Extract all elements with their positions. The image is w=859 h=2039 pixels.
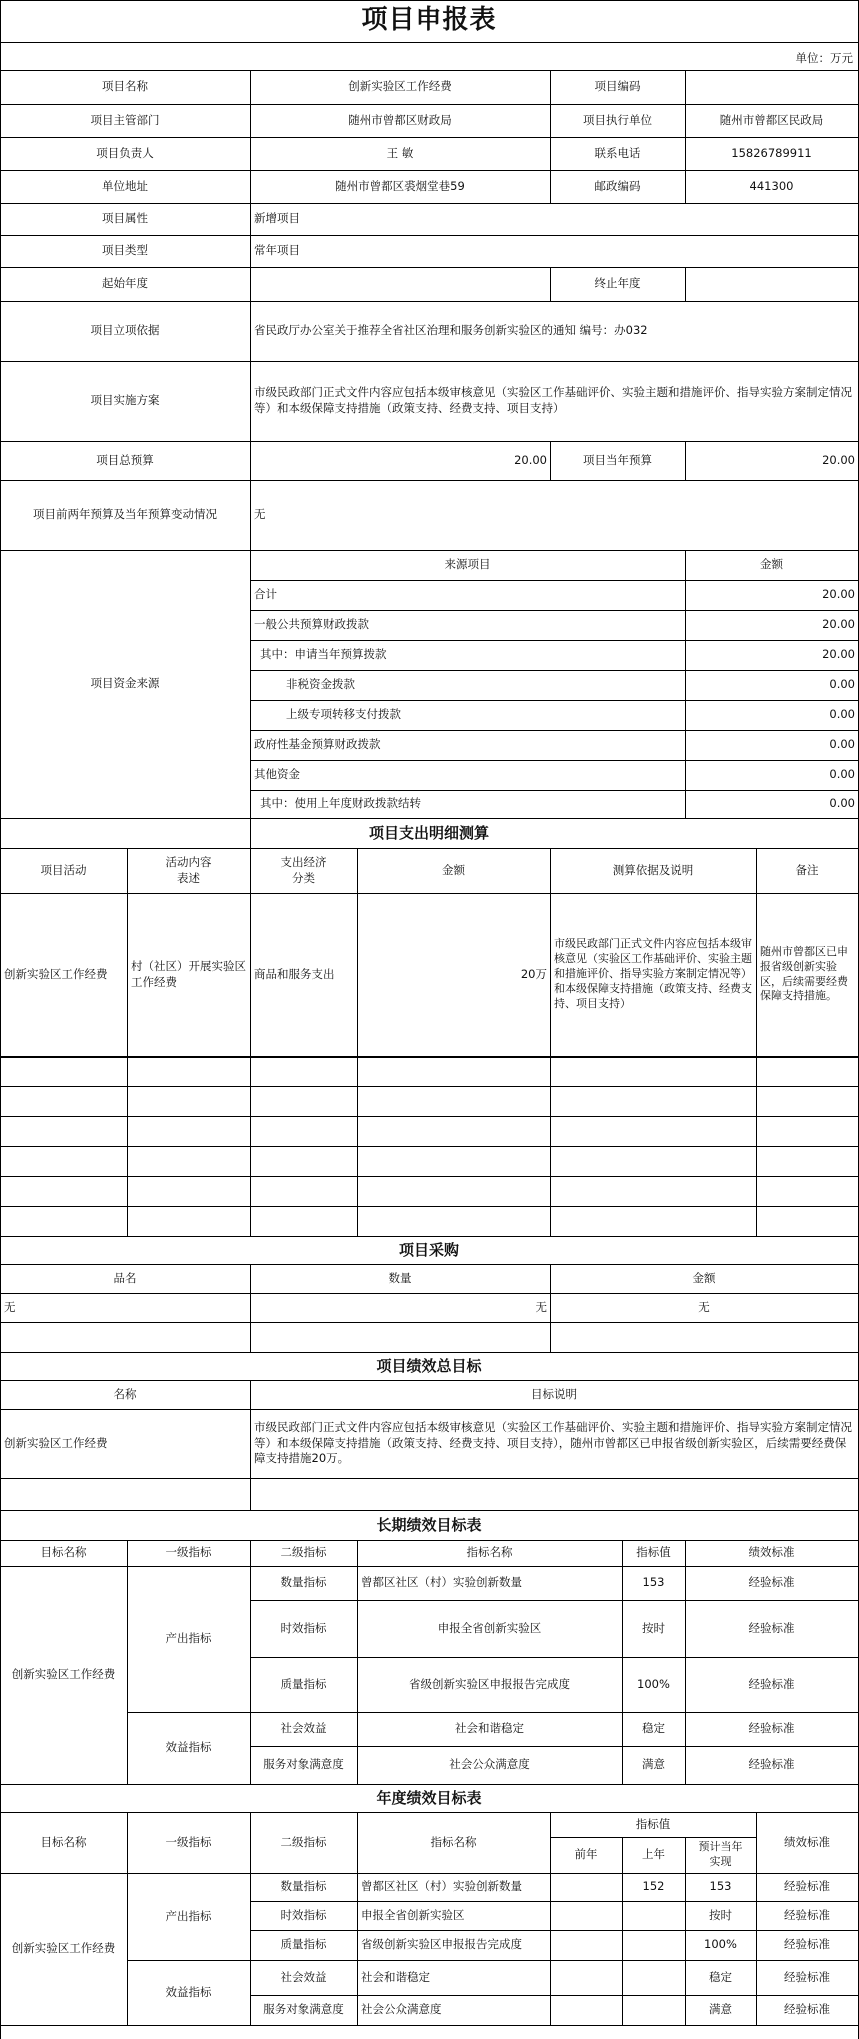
annual-row-std: 经验标准 xyxy=(784,1937,830,1952)
grid-hline xyxy=(0,1116,858,1117)
annual-row-prev2 xyxy=(550,1960,622,1995)
form-title: 项目申报表 xyxy=(361,5,497,36)
purchase-amount: 无 xyxy=(698,1299,710,1314)
basis-label: 项目立项依据 xyxy=(90,323,160,338)
expense-header-3: 金额 xyxy=(442,862,465,877)
expense-header-1: 活动内容 表述 xyxy=(165,854,212,885)
annual-header-l1: 一级指标 xyxy=(165,1834,212,1849)
expense-header-0: 项目活动 xyxy=(40,862,87,877)
year-budget-label: 项目当年预算 xyxy=(583,452,652,467)
grid-hline xyxy=(0,1056,858,1058)
funding-row-amount: 20.00 xyxy=(822,587,855,602)
long-level1-output: 产出指标 xyxy=(165,1631,212,1646)
annual-row-prev1 xyxy=(622,1901,685,1930)
annual-header-std: 绩效标准 xyxy=(784,1834,830,1849)
leader-value: 王 敏 xyxy=(386,145,414,160)
annual-row-prev1: 152 xyxy=(642,1879,665,1894)
address-label: 单位地址 xyxy=(102,178,148,193)
annual-header-name: 指标名称 xyxy=(430,1834,477,1849)
address-value: 随州市曾都区裘烟堂巷59 xyxy=(335,178,465,193)
expense-note: 随州市曾都区已申报省级创新实验区，后续需要经费保障支持措施。 xyxy=(760,944,848,1003)
change-value: 无 xyxy=(254,507,266,522)
postcode-value: 441300 xyxy=(749,178,794,193)
goal-name: 创新实验区工作经费 xyxy=(4,1435,108,1450)
long-row-std: 经验标准 xyxy=(748,1757,795,1772)
expense-amount: 20万 xyxy=(520,966,547,981)
long-row-name: 社会和谐稳定 xyxy=(455,1721,524,1736)
long-row-name: 申报全省创新实验区 xyxy=(437,1620,542,1635)
annual-row-std: 经验标准 xyxy=(784,2002,830,2017)
funding-row-name: 其中：使用上年度财政拨款结转 xyxy=(260,796,421,811)
goal-header-desc: 目标说明 xyxy=(531,1386,577,1401)
long-row-value: 100% xyxy=(637,1676,670,1691)
purchase-title: 项目采购 xyxy=(398,1240,459,1259)
start-year-value xyxy=(250,267,550,301)
expense-title: 项目支出明细测算 xyxy=(368,823,489,842)
funding-row-amount: 0.00 xyxy=(829,737,855,752)
funding-col-amount: 金额 xyxy=(760,557,783,572)
funding-row-name: 非税资金拨款 xyxy=(286,677,355,692)
project-code-value xyxy=(685,70,858,104)
grid-hline xyxy=(0,2025,858,2026)
annual-row-curr: 153 xyxy=(709,1879,732,1894)
funding-row-name: 其他资金 xyxy=(254,767,300,782)
project-name-label: 项目名称 xyxy=(102,79,148,94)
goal-header-name: 名称 xyxy=(113,1386,137,1401)
long-header-4: 指标值 xyxy=(636,1545,671,1560)
total-budget-value: 20.00 xyxy=(514,452,547,467)
grid-hline xyxy=(0,1176,858,1177)
type-value: 常年项目 xyxy=(254,243,300,258)
unit-label: 单位：万元 xyxy=(795,51,853,66)
attr-value: 新增项目 xyxy=(254,211,300,226)
grid-hline xyxy=(0,42,858,43)
long-header-3: 指标名称 xyxy=(466,1545,513,1560)
long-header-0: 目标名称 xyxy=(40,1545,87,1560)
funding-row-name: 上级专项转移支付拨款 xyxy=(286,707,401,722)
long-row-name: 曾都区社区（村）实验创新数量 xyxy=(361,1575,522,1590)
annual-row-curr: 100% xyxy=(704,1937,737,1952)
funding-row-amount: 20.00 xyxy=(822,647,855,662)
long-row-name: 省级创新实验区申报报告完成度 xyxy=(409,1676,570,1691)
purchase-name: 无 xyxy=(4,1299,16,1314)
long-row-std: 经验标准 xyxy=(748,1676,795,1691)
funding-row-name: 合计 xyxy=(254,587,277,602)
annual-row-curr: 满意 xyxy=(709,2002,732,2017)
goal-desc: 市级民政部门正式文件内容应包括本级审核意见（实验区工作基础评价、实验主题和措施评价、指导实验方案制定情况等）和本级保障支持措施（政策支持、经费支持、项目支持），随州市曾都区已申报省级创新实验区，后续需要经费保障支持措施20万。 xyxy=(254,1420,852,1466)
basis-value: 省民政厅办公室关于推荐全省社区治理和服务创新实验区的通知 编号：办032 xyxy=(254,323,648,338)
expense-header-4: 测算依据及说明 xyxy=(612,862,694,877)
long-row-std: 经验标准 xyxy=(748,1620,795,1635)
annual-sub-curr: 预计当年 实现 xyxy=(698,1840,743,1868)
long-header-1: 一级指标 xyxy=(165,1545,212,1560)
plan-label: 项目实施方案 xyxy=(90,393,160,408)
dept-value: 随州市曾都区财政局 xyxy=(348,112,452,127)
grid-hline xyxy=(0,1206,858,1207)
long-row-value: 满意 xyxy=(642,1757,665,1772)
annual-row-prev2 xyxy=(550,1995,622,2025)
annual-row-prev2 xyxy=(550,1930,622,1960)
funding-row-amount: 0.00 xyxy=(829,796,855,811)
long-row-l2: 质量指标 xyxy=(280,1676,327,1691)
annual-row-name: 曾都区社区（村）实验创新数量 xyxy=(361,1879,522,1894)
annual-row-l2: 社会效益 xyxy=(280,1969,327,1984)
annual-row-prev2 xyxy=(550,1901,622,1930)
phone-label: 联系电话 xyxy=(594,145,641,160)
annual-header-value: 指标值 xyxy=(635,1816,671,1831)
expense-basis: 市级民政部门正式文件内容应包括本级审核意见（实验区工作基础评价、实验主题和措施评价、指导实验方案制定情况等）和本级保障支持措施（政策支持、经费支持、项目支持） xyxy=(554,937,752,1010)
long-title: 长期绩效目标表 xyxy=(376,1515,482,1534)
funding-row-amount: 0.00 xyxy=(829,767,855,782)
long-row-l2: 服务对象满意度 xyxy=(263,1757,344,1772)
annual-header-l2: 二级指标 xyxy=(280,1834,327,1849)
grid-hline xyxy=(0,1086,858,1087)
long-row-name: 社会公众满意度 xyxy=(449,1757,530,1772)
long-row-l2: 数量指标 xyxy=(280,1575,327,1590)
long-level1-benefit: 效益指标 xyxy=(165,1740,212,1755)
funding-row-name: 一般公共预算财政拨款 xyxy=(254,617,369,632)
long-row-l2: 社会效益 xyxy=(280,1721,327,1736)
annual-row-name: 社会公众满意度 xyxy=(361,2002,442,2017)
annual-row-l2: 时效指标 xyxy=(280,1907,327,1922)
expense-header-5: 备注 xyxy=(795,862,819,877)
purchase-header-name: 品名 xyxy=(113,1270,137,1285)
annual-sub-prev1: 上年 xyxy=(642,1847,665,1862)
annual-row-curr: 稳定 xyxy=(709,1969,732,1984)
leader-label: 项目负责人 xyxy=(96,145,154,160)
annual-row-l2: 服务对象满意度 xyxy=(263,2002,344,2017)
long-row-value: 153 xyxy=(642,1575,665,1590)
annual-row-name: 申报全省创新实验区 xyxy=(361,1907,465,1922)
long-row-std: 经验标准 xyxy=(748,1721,795,1736)
annual-row-prev1 xyxy=(622,1930,685,1960)
postcode-label: 邮政编码 xyxy=(594,178,641,193)
annual-row-name: 社会和谐稳定 xyxy=(361,1969,430,1984)
expense-header-2: 支出经济 分类 xyxy=(280,854,327,885)
long-row-value: 稳定 xyxy=(642,1721,665,1736)
funding-row-name: 政府性基金预算财政拨款 xyxy=(254,737,381,752)
annual-row-prev2 xyxy=(550,1873,622,1901)
long-header-2: 二级指标 xyxy=(280,1545,327,1560)
total-budget-label: 项目总预算 xyxy=(96,452,154,467)
expense-content: 村（社区）开展实验区工作经费 xyxy=(131,958,246,989)
long-target: 创新实验区工作经费 xyxy=(11,1667,116,1682)
long-row-std: 经验标准 xyxy=(748,1575,795,1590)
annual-title: 年度绩效目标表 xyxy=(376,1788,482,1807)
annual-row-std: 经验标准 xyxy=(784,1879,830,1894)
purchase-qty: 无 xyxy=(535,1299,547,1314)
annual-row-prev1 xyxy=(622,1960,685,1995)
phone-value: 15826789911 xyxy=(731,145,812,160)
funding-row-name: 其中：申请当年预算拨款 xyxy=(260,647,387,662)
long-row-l2: 时效指标 xyxy=(280,1620,327,1635)
annual-row-std: 经验标准 xyxy=(784,1907,830,1922)
purchase-header-qty: 数量 xyxy=(388,1270,412,1285)
funding-row-amount: 0.00 xyxy=(829,677,855,692)
expense-category: 商品和服务支出 xyxy=(254,966,335,981)
annual-row-l2: 质量指标 xyxy=(280,1937,327,1952)
annual-level1-output: 产出指标 xyxy=(165,1908,212,1923)
expense-activity: 创新实验区工作经费 xyxy=(4,966,108,981)
plan-value: 市级民政部门正式文件内容应包括本级审核意见（实验区工作基础评价、实验主题和措施评价、指导实验方案制定情况等）和本级保障支持措施（政策支持、经费支持、项目支持） xyxy=(254,385,852,415)
change-label: 项目前两年预算及当年预算变动情况 xyxy=(33,507,217,522)
annual-row-name: 省级创新实验区申报报告完成度 xyxy=(361,1937,522,1952)
funding-col-source: 来源项目 xyxy=(444,557,491,572)
exec-unit-value: 随州市曾都区民政局 xyxy=(719,112,824,127)
annual-target: 创新实验区工作经费 xyxy=(11,1941,116,1956)
annual-row-l2: 数量指标 xyxy=(280,1879,327,1894)
dept-label: 项目主管部门 xyxy=(90,112,160,127)
purchase-header-amount: 金额 xyxy=(692,1270,716,1285)
funding-label: 项目资金来源 xyxy=(90,676,160,691)
exec-unit-label: 项目执行单位 xyxy=(583,112,652,127)
long-row-value: 按时 xyxy=(642,1620,665,1635)
long-header-5: 绩效标准 xyxy=(748,1545,795,1560)
funding-row-amount: 0.00 xyxy=(829,707,855,722)
project-code-label: 项目编码 xyxy=(594,79,641,94)
annual-header-target: 目标名称 xyxy=(40,1834,87,1849)
type-label: 项目类型 xyxy=(102,243,148,258)
end-year-label: 终止年度 xyxy=(594,276,641,291)
goal-title: 项目绩效总目标 xyxy=(376,1356,482,1375)
funding-row-amount: 20.00 xyxy=(822,617,855,632)
project-name-value: 创新实验区工作经费 xyxy=(348,79,452,94)
grid-hline xyxy=(0,1146,858,1147)
end-year-value xyxy=(685,267,858,301)
start-year-label: 起始年度 xyxy=(102,276,148,291)
annual-row-std: 经验标准 xyxy=(784,1969,830,1984)
attr-label: 项目属性 xyxy=(102,211,148,226)
annual-level1-benefit: 效益指标 xyxy=(165,1984,212,1999)
grid-hline xyxy=(0,1322,858,1323)
annual-sub-prev2: 前年 xyxy=(574,1847,598,1862)
annual-row-prev1 xyxy=(622,1995,685,2025)
year-budget-value: 20.00 xyxy=(822,452,855,467)
annual-row-curr: 按时 xyxy=(709,1907,732,1922)
grid-hline xyxy=(0,1478,858,1479)
